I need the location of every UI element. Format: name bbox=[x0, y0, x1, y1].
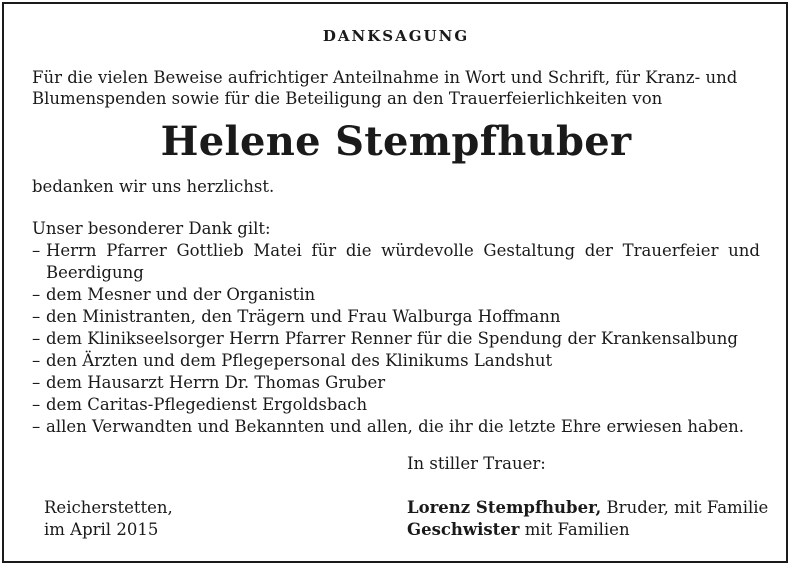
place-date bbox=[44, 497, 173, 541]
list-item: – dem Caritas-Pflegedienst Ergoldsbach bbox=[32, 394, 760, 416]
list-item: – allen Verwandten und Bekannten und allen, die ihr die letzte Ehre erwiesen haben. bbox=[32, 416, 760, 438]
special-thanks-lead: Unser besonderer Dank gilt: bbox=[32, 219, 271, 238]
list-item: – dem Hausarzt Herrn Dr. Thomas Gruber bbox=[32, 372, 760, 394]
mourner-relation: mit Familien bbox=[519, 520, 630, 539]
obituary-notice bbox=[2, 2, 788, 563]
intro-text: Für die vielen Beweise aufrichtiger Anteilnahme in Wort und Schrift, für Kranz- und Blumenspenden sowie für die Beteiligung an den Trauerfeierlichkeiten von bbox=[32, 68, 738, 108]
list-item: – den Ministranten, den Trägern und Frau Walburga Hoffmann bbox=[32, 306, 760, 328]
deceased-name: Helene Stempfhuber bbox=[160, 118, 632, 165]
thanks-list bbox=[32, 240, 760, 438]
list-item: – dem Klinikseelsorger Herrn Pfarrer Renner für die Spendung der Krankensalbung bbox=[32, 328, 760, 350]
mourner-line bbox=[407, 497, 768, 519]
mourner-relation: Bruder, mit Familie bbox=[601, 498, 769, 517]
mourning-label: In stiller Trauer: bbox=[407, 454, 546, 473]
list-item: – den Ärzten und dem Pflegepersonal des Klinikums Landshut bbox=[32, 350, 760, 372]
mourner-name: Geschwister bbox=[407, 520, 520, 539]
date: im April 2015 bbox=[44, 520, 159, 539]
place: Reicherstetten, bbox=[44, 498, 173, 517]
mourner-line bbox=[407, 519, 768, 541]
list-item: – Herrn Pfarrer Gottlieb Matei für die würdevolle Gestaltung der Trauerfeier und Beerdigung bbox=[32, 240, 760, 284]
thanks-line: bedanken wir uns herzlichst. bbox=[32, 177, 275, 196]
mourners-block bbox=[407, 453, 768, 541]
mourner-name: Lorenz Stempfhuber, bbox=[407, 498, 602, 517]
notice-heading: DANKSAGUNG bbox=[322, 27, 470, 45]
list-item: – dem Mesner und der Organistin bbox=[32, 284, 760, 306]
